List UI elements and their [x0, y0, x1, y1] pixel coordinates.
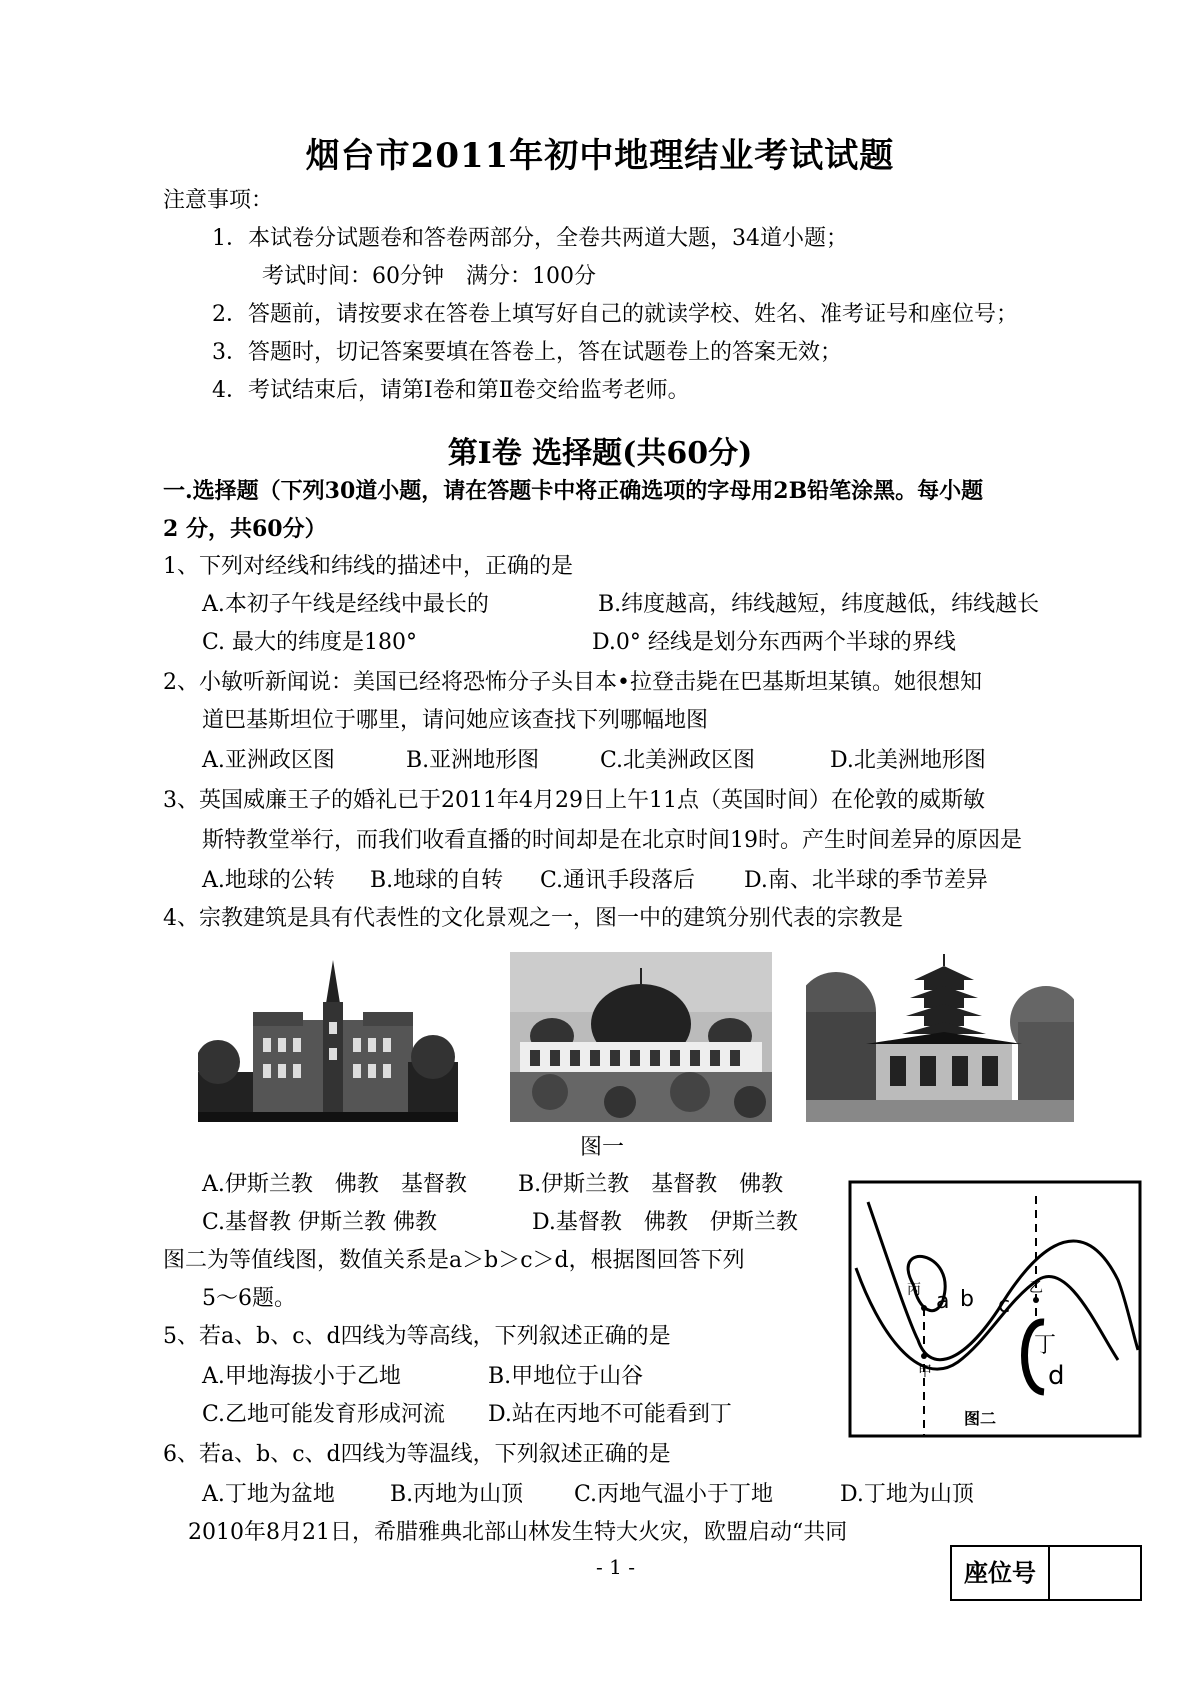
notice-item-2: 2．答题前，请按要求在答卷上填写好自己的就读学校、姓名、准考证号和座位号； [212, 302, 1018, 327]
q4-option-d: D.基督教 佛教 伊斯兰教 [532, 1210, 798, 1235]
part-heading-line1: 一.选择题（下列30道小题，请在答题卡中将正确选项的字母用2B铅笔涂黑。每小题 [163, 478, 984, 504]
q3-stem-line2: 斯特教堂举行，而我们收看直播的时间却是在北京时间19时。产生时间差异的原因是 [202, 828, 1022, 853]
q5-option-a: A.甲地海拔小于乙地 [202, 1364, 401, 1389]
label-bing: 丙 [907, 1282, 921, 1298]
q3-option-d: D.南、北半球的季节差异 [744, 868, 988, 893]
q2-option-c: C.北美洲政区图 [600, 748, 756, 773]
figure2-caption: 图二 [964, 1409, 997, 1428]
q3-option-c: C.通讯手段落后 [540, 868, 696, 893]
mosque-photo [510, 952, 772, 1122]
label-b: b [960, 1287, 974, 1312]
q2-stem-line1: 2、小敏听新闻说：美国已经将恐怖分子头目本•拉登击毙在巴基斯坦某镇。她很想知 [163, 670, 982, 695]
q3-option-a: A.地球的公转 [202, 868, 335, 893]
q6-option-d: D.丁地为山顶 [840, 1482, 974, 1507]
notice-item-1b: 考试时间：60分钟 满分：100分 [262, 264, 596, 289]
q4-option-a: A.伊斯兰教 佛教 基督教 [202, 1172, 467, 1197]
q1-stem: 1、下列对经线和纬线的描述中，正确的是 [163, 554, 573, 579]
pagoda-photo [806, 952, 1074, 1122]
notice-item-1: 1．本试卷分试题卷和答卷两部分，全卷共两道大题，34道小题； [212, 226, 848, 251]
label-a: a [936, 1289, 950, 1314]
notice-item-3: 3．答题时，切记答案要填在答卷上，答在试题卷上的答案无效； [212, 340, 842, 365]
q56-intro-line2: 5～6题。 [202, 1286, 296, 1311]
q2-option-a: A.亚洲政区图 [202, 748, 335, 773]
q2-option-b: B.亚洲地形图 [406, 748, 540, 773]
q5-stem: 5、若a、b、c、d四线为等高线，下列叙述正确的是 [163, 1324, 671, 1349]
notice-item-4: 4．考试结束后，请第Ⅰ卷和第Ⅱ卷交给监考老师。 [212, 378, 690, 403]
q56-intro-line1: 图二为等值线图，数值关系是a＞b＞c＞d，根据图回答下列 [163, 1248, 745, 1273]
q1-option-d: D.0° 经线是划分东西两个半球的界线 [592, 630, 956, 655]
page-number: - 1 - [596, 1555, 635, 1579]
q5-option-c: C.乙地可能发育形成河流 [202, 1402, 446, 1427]
label-yi: 乙 [1029, 1280, 1043, 1296]
q1-option-a: A.本初子午线是经线中最长的 [202, 592, 489, 617]
seat-number-label: 座位号 [952, 1547, 1050, 1599]
q4-stem: 4、宗教建筑是具有代表性的文化景观之一，图一中的建筑分别代表的宗教是 [163, 906, 903, 931]
label-jia: 甲 [918, 1364, 932, 1380]
part-heading-line2: 2 分，共60分） [163, 516, 327, 542]
q4-option-b: B.伊斯兰教 基督教 佛教 [518, 1172, 784, 1197]
q1-option-c: C. 最大的纬度是180° [202, 630, 418, 655]
q2-stem-line2: 道巴基斯坦位于哪里，请问她应该查找下列哪幅地图 [202, 708, 709, 733]
label-d: d [1048, 1361, 1065, 1391]
seat-number-box [950, 1545, 1142, 1601]
notice-heading: 注意事项： [163, 188, 274, 213]
q3-option-b: B.地球的自转 [370, 868, 504, 893]
section-heading: 第Ⅰ卷 选择题(共60分) [447, 436, 753, 471]
q6-option-a: A.丁地为盆地 [202, 1482, 335, 1507]
q5-option-b: B.甲地位于山谷 [488, 1364, 644, 1389]
q1-option-b: B.纬度越高，纬线越短，纬度越低，纬线越长 [598, 592, 1040, 617]
q6-stem: 6、若a、b、c、d四线为等温线，下列叙述正确的是 [163, 1442, 671, 1467]
contour-map-figure [848, 1180, 1142, 1438]
q4-option-c: C.基督教 伊斯兰教 佛教 [202, 1210, 438, 1235]
figure1-caption: 图一 [580, 1135, 625, 1160]
church-photo [198, 952, 458, 1122]
q6-option-b: B.丙地为山顶 [390, 1482, 524, 1507]
page-title: 烟台市2011年初中地理结业考试试题 [305, 136, 895, 176]
label-c: c [998, 1293, 1011, 1318]
q6-option-c: C.丙地气温小于丁地 [574, 1482, 774, 1507]
q7-intro: 2010年8月21日，希腊雅典北部山林发生特大火灾，欧盟启动“共同 [188, 1520, 848, 1545]
q5-option-d: D.站在丙地不可能看到丁 [488, 1402, 732, 1427]
q2-option-d: D.北美洲地形图 [830, 748, 986, 773]
q3-stem-line1: 3、英国威廉王子的婚礼已于2011年4月29日上午11点（英国时间）在伦敦的威斯敏 [163, 788, 985, 813]
label-ding: 丁 [1034, 1333, 1057, 1358]
